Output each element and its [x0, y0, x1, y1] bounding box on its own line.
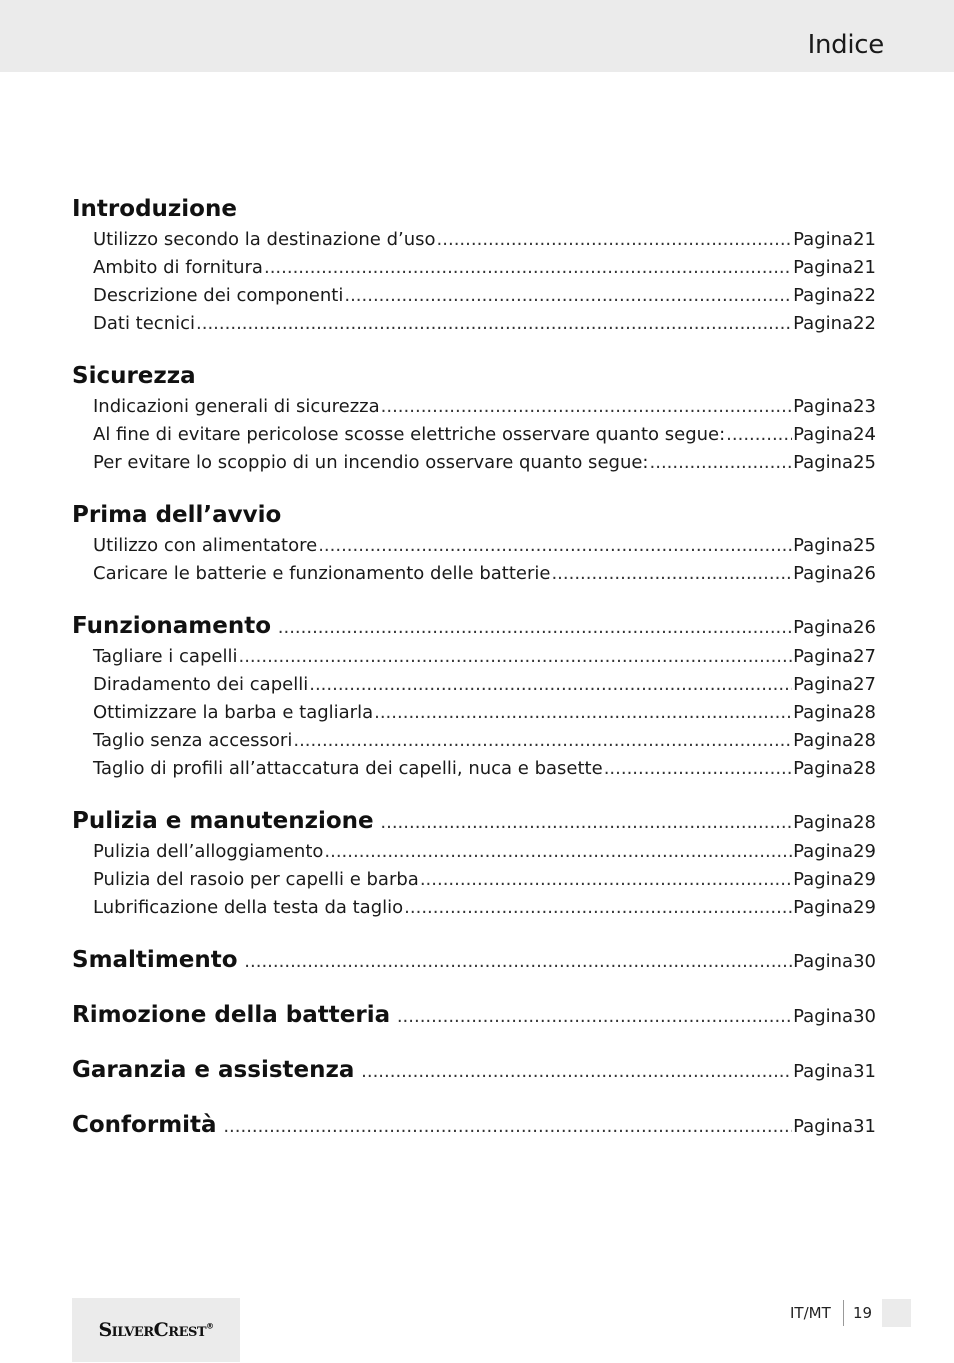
dot-leader — [551, 560, 792, 588]
page-number-ref: 25 — [853, 535, 876, 556]
page-number-ref: 30 — [853, 1006, 876, 1027]
page-label: Pagina — [793, 702, 854, 723]
page-number-ref: 29 — [853, 897, 876, 918]
table-of-contents — [72, 192, 876, 1142]
dot-leader — [309, 671, 792, 699]
dot-leader — [397, 1000, 792, 1034]
page-label: Pagina — [793, 841, 854, 862]
page-label: Pagina — [793, 396, 854, 417]
dot-leader — [604, 755, 792, 783]
page-label: Pagina — [793, 674, 854, 695]
page-label: Pagina — [793, 730, 854, 751]
page-label: Pagina — [793, 869, 854, 890]
dot-leader — [437, 226, 793, 254]
toc-entry[interactable] — [72, 866, 876, 894]
toc-section — [72, 192, 876, 338]
language-code: IT/MT — [790, 1304, 831, 1322]
page-label: Pagina — [793, 951, 854, 972]
section-title: Funzionamento — [72, 613, 272, 639]
dot-leader — [238, 643, 792, 671]
page-number-ref: 25 — [853, 452, 876, 473]
footer-divider — [843, 1300, 844, 1326]
page-label: Pagina — [793, 1061, 854, 1082]
toc-section — [72, 498, 876, 588]
entry-label: Tagliare i capelli — [93, 646, 238, 667]
section-title: Rimozione della batteria — [72, 1002, 391, 1028]
dot-leader — [361, 1055, 792, 1089]
toc-section-heading[interactable] — [72, 359, 876, 393]
dot-leader — [244, 945, 792, 979]
page-label: Pagina — [793, 617, 854, 638]
entry-label: Dati tecnici — [93, 313, 196, 334]
toc-section-heading[interactable] — [72, 1053, 876, 1087]
section-title: Smaltimento — [72, 947, 238, 973]
entry-label: Per evitare lo scoppio di un incendio osservare quanto segue: — [93, 452, 649, 473]
entry-label: Caricare le batterie e funzionamento delle batterie — [93, 563, 551, 584]
dot-leader — [374, 699, 792, 727]
dot-leader — [223, 1110, 792, 1144]
entry-label: Taglio senza accessori — [93, 730, 293, 751]
dot-leader — [381, 393, 793, 421]
page-label: Pagina — [793, 646, 854, 667]
page-number-ref: 28 — [853, 812, 876, 833]
page-number-ref: 31 — [853, 1061, 876, 1082]
page-number-ref: 22 — [853, 285, 876, 306]
entry-label: Diradamento dei capelli — [93, 674, 309, 695]
toc-section — [72, 1053, 876, 1087]
section-title: Introduzione — [72, 196, 237, 222]
page-label: Pagina — [793, 424, 854, 445]
brand-logo-text: SilverCrest® — [98, 1319, 214, 1341]
page-label: Pagina — [793, 257, 854, 278]
toc-section — [72, 359, 876, 477]
toc-section-heading[interactable] — [72, 998, 876, 1032]
dot-leader — [293, 727, 792, 755]
page-number-ref: 26 — [853, 617, 876, 638]
page-number-ref: 28 — [853, 702, 876, 723]
dot-leader — [650, 449, 793, 477]
page-label: Pagina — [793, 758, 854, 779]
page-label: Pagina — [793, 1006, 854, 1027]
page-number-ref: 27 — [853, 674, 876, 695]
entry-label: Pulizia del rasoio per capelli e barba — [93, 869, 419, 890]
page-title: Indice — [807, 30, 884, 60]
section-title: Pulizia e manutenzione — [72, 808, 374, 834]
dot-leader — [264, 254, 792, 282]
page-number-ref: 21 — [853, 229, 876, 250]
toc-section-heading[interactable] — [72, 609, 876, 643]
toc-entry[interactable] — [72, 226, 876, 254]
toc-entry[interactable] — [72, 282, 876, 310]
toc-entry[interactable] — [72, 755, 876, 783]
toc-section — [72, 998, 876, 1032]
dot-leader — [344, 282, 792, 310]
toc-entry[interactable] — [72, 894, 876, 922]
toc-section-heading[interactable] — [72, 498, 876, 532]
page-label: Pagina — [793, 452, 854, 473]
entry-label: Indicazioni generali di sicurezza — [93, 396, 380, 417]
dot-leader — [324, 838, 792, 866]
dot-leader — [404, 894, 792, 922]
page-number-ref: 24 — [853, 424, 876, 445]
entry-label: Utilizzo con alimentatore — [93, 535, 318, 556]
brand-logo — [72, 1298, 240, 1362]
toc-section-heading[interactable] — [72, 943, 876, 977]
entry-label: Al fine di evitare pericolose scosse elettriche osservare quanto segue: — [93, 424, 726, 445]
toc-entry[interactable] — [72, 727, 876, 755]
page-number: 19 — [853, 1304, 873, 1322]
page-label: Pagina — [793, 563, 854, 584]
toc-entry[interactable] — [72, 310, 876, 338]
section-title: Garanzia e assistenza — [72, 1057, 355, 1083]
toc-entry[interactable] — [72, 254, 876, 282]
page-number-ref: 26 — [853, 563, 876, 584]
dot-leader — [196, 310, 792, 338]
page-number-ref: 23 — [853, 396, 876, 417]
page-label: Pagina — [793, 313, 854, 334]
section-title: Sicurezza — [72, 363, 196, 389]
entry-label: Taglio di profili all’attaccatura dei capelli, nuca e basette — [93, 758, 603, 779]
dot-leader — [318, 532, 792, 560]
section-title: Prima dell’avvio — [72, 502, 282, 528]
toc-entry[interactable] — [72, 532, 876, 560]
entry-label: Ambito di fornitura — [93, 257, 263, 278]
page-number-ref: 30 — [853, 951, 876, 972]
toc-entry[interactable] — [72, 421, 876, 449]
page-label: Pagina — [793, 897, 854, 918]
section-title: Conformità — [72, 1112, 217, 1138]
toc-entry[interactable] — [72, 699, 876, 727]
dot-leader — [420, 866, 792, 894]
page-label: Pagina — [793, 812, 854, 833]
toc-section — [72, 1108, 876, 1142]
toc-entry[interactable] — [72, 449, 876, 477]
entry-label: Ottimizzare la barba e tagliarla — [93, 702, 374, 723]
entry-label: Descrizione dei componenti — [93, 285, 344, 306]
toc-section — [72, 609, 876, 783]
entry-label: Pulizia dell’alloggiamento — [93, 841, 324, 862]
page-number-ref: 27 — [853, 646, 876, 667]
entry-label: Utilizzo secondo la destinazione d’uso — [93, 229, 436, 250]
page-number-ref: 28 — [853, 730, 876, 751]
toc-section — [72, 943, 876, 977]
dot-leader — [380, 806, 792, 840]
toc-entry[interactable] — [72, 671, 876, 699]
page-number-ref: 29 — [853, 841, 876, 862]
toc-entry[interactable] — [72, 643, 876, 671]
page-label: Pagina — [793, 1116, 854, 1137]
page-number-ref: 21 — [853, 257, 876, 278]
page-number-ref: 31 — [853, 1116, 876, 1137]
dot-leader — [278, 611, 792, 645]
toc-entry[interactable] — [72, 560, 876, 588]
page-number-ref: 22 — [853, 313, 876, 334]
page-label: Pagina — [793, 285, 854, 306]
toc-entry[interactable] — [72, 838, 876, 866]
toc-section-heading[interactable] — [72, 1108, 876, 1142]
entry-label: Lubrificazione della testa da taglio — [93, 897, 404, 918]
toc-section-heading[interactable] — [72, 192, 876, 226]
page-number-ref: 29 — [853, 869, 876, 890]
toc-section-heading[interactable] — [72, 804, 876, 838]
footer-tab-box — [882, 1299, 911, 1327]
toc-entry[interactable] — [72, 393, 876, 421]
dot-leader — [726, 421, 792, 449]
page-label: Pagina — [793, 229, 854, 250]
toc-section — [72, 804, 876, 922]
page-label: Pagina — [793, 535, 854, 556]
page-number-ref: 28 — [853, 758, 876, 779]
